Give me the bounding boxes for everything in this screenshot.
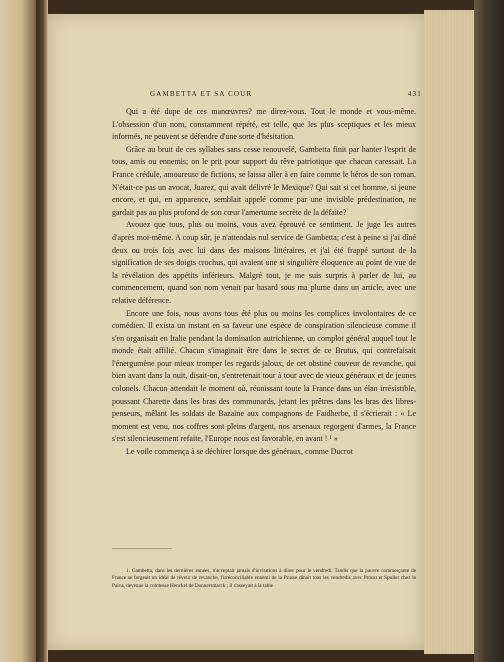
book-gutter <box>36 0 48 662</box>
body-text <box>112 106 416 459</box>
paragraph: Qui a été dupe de ces manœuvres? me direz-vous. Tout le monde et vous-même. L'obsession d'un nom, constamment répété, est telle, que les plus sceptiques et les mieux informés, ne peuvent se défendre d'une sorte d'hésitation. <box>112 107 416 142</box>
paragraph: Grâce au bruit de ces syllabes sans cesse renouvelé, Gambetta finit par hanter l'esprit de tous, amis ou ennemis; on le prit pour support du rêve patriotique que chacun caressait. La France crédule, amoureuse de fictions, se laissa aller à en faire comme le héros de son roman. N'était-ce pas un avocat, Juarez, qui avait délivré le Mexique? Qui sait si cet homme, si jeune encore, et qui, en apparence, semblait appelé comme par une invisible prédestination, ne gardait pas au plus profond de son cœur l'amertume secrète de la défaite? <box>112 144 416 217</box>
footnote: 1. Gambetta, dans les dernières années, n'acceptait jamais d'invitations à dîner pour le vendredi. Tandis que la pauvre commerçante de France se forgeait un idéal de rêveur de revanche, l'irréconciliable ennemi de la Prusse dînait tous les vendredis avec Pronst et Spuller chez la Païva, devenue la comtesse Henckel de Donnersmarck ; il s'asseyait à la table <box>112 568 416 589</box>
footnote-divider <box>112 548 172 549</box>
footnotes <box>112 568 416 590</box>
book-cover-edge <box>474 0 504 662</box>
paragraph: Le voile commença à se déchirer lorsque des généraux, comme Ducrot <box>126 447 353 457</box>
page-number: 431 <box>407 90 422 98</box>
running-title: GAMBETTA ET SA COUR <box>150 90 253 98</box>
page-stack-edges <box>424 10 474 654</box>
facing-page-edge <box>0 0 36 662</box>
paragraph: Avouez que tous, plus ou moins, vous avez éprouvé ce sentiment. Je juge les autres d'après moi-même. A coup sûr, je n'attendais nul service de Gambetta; c'est à peine si j'ai dîné deux ou trois fois avec lui dans des maisons littéraires, et j'ai été frappé surtout de la signification de ses doigts crochus, qui avaient une si singulière éloquence au point de vue de la révélation des appétits inférieurs. Malgré tout, je me suis surpris à parler de lui, au commencement, quand son nom venait par hasard sous ma plume dans un article, avec une relative déférence. <box>112 220 416 305</box>
paragraph: Encore une fois, nous avons tous été plus ou moins les complices involontaires de ce comédien. Il exista un instant en sa faveur une espèce de conspiration silencieuse comme il s'en organisait en Italie pendant la domination autrichienne, un complot général auquel tout le monde était affilié. Chacun s'imaginait être dans le secret de ce Brutus, qui contrefaisait l'énergumène pour mieux tromper les regards jaloux, de cet obstiné couveur de revanche, qui bien avant dans la nuit, disait-on, s'entretenait tour à tour avec de vieux généraux et de jeunes colonels. Chacun attendait le moment où, réunissant toute la France dans un élan irrésistible, poussant Charette dans les bras des communards, jetant les prêtres dans les bras des libres-penseurs, mêlant les soldats de Bazaine aux compagnons de Faidherbe, il s'écrierait : « Le moment est venu, nos coffres sont pleins d'argent, nos arsenaux regorgent d'armes, la France s'est silencieusement refaite, l'Europe nous est favorable, en avant ! ¹ » <box>112 308 416 444</box>
